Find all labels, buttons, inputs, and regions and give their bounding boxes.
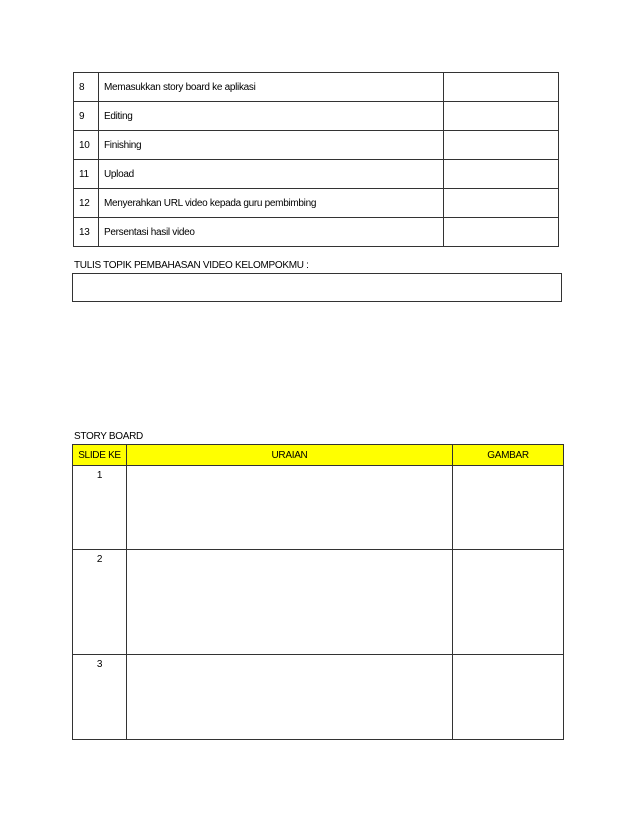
uraian-cell[interactable] xyxy=(127,550,453,655)
step-task: Memasukkan story board ke aplikasi xyxy=(99,73,444,102)
gambar-cell[interactable] xyxy=(453,550,564,655)
storyboard-table xyxy=(72,444,564,740)
step-number: 12 xyxy=(74,189,99,218)
table-row xyxy=(73,466,564,550)
step-check-cell[interactable] xyxy=(444,73,559,102)
step-check-cell[interactable] xyxy=(444,102,559,131)
step-number: 10 xyxy=(74,131,99,160)
slide-number: 1 xyxy=(73,466,127,550)
gambar-cell[interactable] xyxy=(453,655,564,740)
header-slide: SLIDE KE xyxy=(73,445,127,466)
slide-number: 2 xyxy=(73,550,127,655)
step-task: Editing xyxy=(99,102,444,131)
step-task: Menyerahkan URL video kepada guru pembimbing xyxy=(99,189,444,218)
table-row xyxy=(73,550,564,655)
storyboard-title: STORY BOARD xyxy=(74,431,143,442)
storyboard-header-row xyxy=(73,445,564,466)
table-row xyxy=(74,131,559,160)
step-check-cell[interactable] xyxy=(444,218,559,247)
steps-table xyxy=(73,72,559,247)
uraian-cell[interactable] xyxy=(127,655,453,740)
step-number: 11 xyxy=(74,160,99,189)
table-row xyxy=(74,160,559,189)
step-task: Finishing xyxy=(99,131,444,160)
table-row xyxy=(73,655,564,740)
table-row xyxy=(74,218,559,247)
step-task: Upload xyxy=(99,160,444,189)
gambar-cell[interactable] xyxy=(453,466,564,550)
step-check-cell[interactable] xyxy=(444,189,559,218)
slide-number: 3 xyxy=(73,655,127,740)
table-row xyxy=(74,102,559,131)
header-gambar: GAMBAR xyxy=(453,445,564,466)
step-number: 13 xyxy=(74,218,99,247)
header-uraian: URAIAN xyxy=(127,445,453,466)
step-number: 9 xyxy=(74,102,99,131)
table-row xyxy=(74,189,559,218)
step-number: 8 xyxy=(74,73,99,102)
uraian-cell[interactable] xyxy=(127,466,453,550)
step-task: Persentasi hasil video xyxy=(99,218,444,247)
topic-input-box[interactable] xyxy=(72,273,562,302)
table-row xyxy=(74,73,559,102)
step-check-cell[interactable] xyxy=(444,160,559,189)
topic-label: TULIS TOPIK PEMBAHASAN VIDEO KELOMPOKMU : xyxy=(74,260,309,271)
step-check-cell[interactable] xyxy=(444,131,559,160)
